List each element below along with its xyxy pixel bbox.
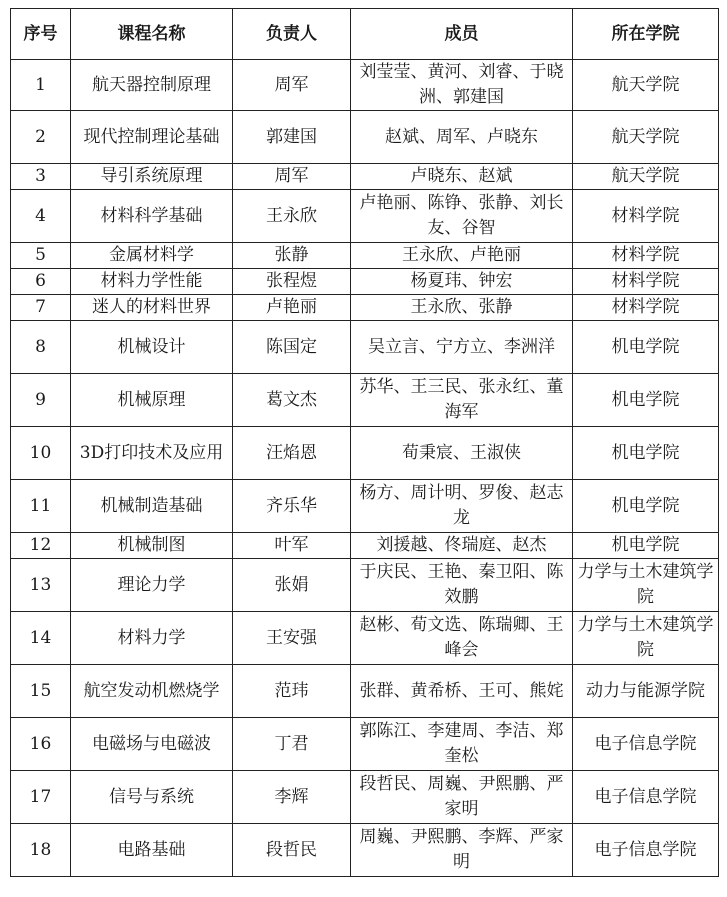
course-name: 信号与系统 [71, 771, 233, 824]
leader: 郭建国 [233, 111, 351, 164]
course-name: 导引系统原理 [71, 164, 233, 190]
row-number: 17 [11, 771, 71, 824]
college: 机电学院 [573, 480, 719, 533]
members: 卢晓东、赵斌 [351, 164, 573, 190]
course-name: 航天器控制原理 [71, 60, 233, 111]
college: 材料学院 [573, 190, 719, 243]
members: 王永欣、张静 [351, 295, 573, 321]
members: 杨方、周计明、罗俊、赵志龙 [351, 480, 573, 533]
leader: 叶军 [233, 533, 351, 559]
leader: 张静 [233, 243, 351, 269]
row-number: 6 [11, 269, 71, 295]
table-row [11, 480, 719, 533]
course-name: 机械制造基础 [71, 480, 233, 533]
header-course-name: 课程名称 [71, 9, 233, 60]
leader: 周军 [233, 164, 351, 190]
course-name: 材料力学 [71, 612, 233, 665]
members: 杨夏玮、钟宏 [351, 269, 573, 295]
table-row [11, 111, 719, 164]
table-row [11, 824, 719, 877]
members: 苏华、王三民、张永红、董海军 [351, 374, 573, 427]
table-row [11, 533, 719, 559]
course-name: 3D打印技术及应用 [71, 427, 233, 480]
row-number: 7 [11, 295, 71, 321]
college: 力学与土木建筑学院 [573, 559, 719, 612]
college: 材料学院 [573, 295, 719, 321]
row-number: 13 [11, 559, 71, 612]
row-number: 4 [11, 190, 71, 243]
row-number: 11 [11, 480, 71, 533]
leader: 王永欣 [233, 190, 351, 243]
college: 机电学院 [573, 427, 719, 480]
members: 郭陈江、李建周、李洁、郑奎松 [351, 718, 573, 771]
course-name: 电磁场与电磁波 [71, 718, 233, 771]
row-number: 12 [11, 533, 71, 559]
college: 力学与土木建筑学院 [573, 612, 719, 665]
course-name: 机械制图 [71, 533, 233, 559]
members: 吴立言、宁方立、李洲洋 [351, 321, 573, 374]
members: 张群、黄希桥、王可、熊姹 [351, 665, 573, 718]
course-name: 迷人的材料世界 [71, 295, 233, 321]
members: 周巍、尹熙鹏、李辉、严家明 [351, 824, 573, 877]
table-row [11, 427, 719, 480]
leader: 范玮 [233, 665, 351, 718]
table-row [11, 269, 719, 295]
leader: 齐乐华 [233, 480, 351, 533]
table-row [11, 612, 719, 665]
course-table [10, 8, 719, 877]
course-name: 机械原理 [71, 374, 233, 427]
row-number: 15 [11, 665, 71, 718]
header-members: 成员 [351, 9, 573, 60]
header-college: 所在学院 [573, 9, 719, 60]
members: 于庆民、王艳、秦卫阳、陈效鹏 [351, 559, 573, 612]
members: 刘莹莹、黄河、刘睿、于晓洲、郭建国 [351, 60, 573, 111]
table-row [11, 374, 719, 427]
table-row [11, 718, 719, 771]
row-number: 14 [11, 612, 71, 665]
college: 航天学院 [573, 164, 719, 190]
members: 荀秉宸、王淑侠 [351, 427, 573, 480]
course-name: 现代控制理论基础 [71, 111, 233, 164]
members: 赵彬、荀文选、陈瑞卿、王峰会 [351, 612, 573, 665]
table-row [11, 164, 719, 190]
college: 材料学院 [573, 269, 719, 295]
college: 机电学院 [573, 374, 719, 427]
leader: 丁君 [233, 718, 351, 771]
row-number: 8 [11, 321, 71, 374]
college: 电子信息学院 [573, 824, 719, 877]
table-row [11, 771, 719, 824]
header-number: 序号 [11, 9, 71, 60]
table-row [11, 665, 719, 718]
members: 王永欣、卢艳丽 [351, 243, 573, 269]
course-name: 金属材料学 [71, 243, 233, 269]
college: 航天学院 [573, 111, 719, 164]
leader: 汪焰恩 [233, 427, 351, 480]
college: 机电学院 [573, 533, 719, 559]
table-row [11, 295, 719, 321]
course-name: 理论力学 [71, 559, 233, 612]
row-number: 9 [11, 374, 71, 427]
course-name: 材料科学基础 [71, 190, 233, 243]
table-row [11, 190, 719, 243]
row-number: 18 [11, 824, 71, 877]
members: 段哲民、周巍、尹熙鹏、严家明 [351, 771, 573, 824]
table-row [11, 321, 719, 374]
header-leader: 负责人 [233, 9, 351, 60]
leader: 李辉 [233, 771, 351, 824]
course-name: 航空发动机燃烧学 [71, 665, 233, 718]
row-number: 2 [11, 111, 71, 164]
leader: 王安强 [233, 612, 351, 665]
row-number: 1 [11, 60, 71, 111]
leader: 葛文杰 [233, 374, 351, 427]
table-row [11, 559, 719, 612]
leader: 张程煜 [233, 269, 351, 295]
leader: 张娟 [233, 559, 351, 612]
college: 电子信息学院 [573, 771, 719, 824]
row-number: 5 [11, 243, 71, 269]
college: 航天学院 [573, 60, 719, 111]
row-number: 3 [11, 164, 71, 190]
row-number: 16 [11, 718, 71, 771]
members: 赵斌、周军、卢晓东 [351, 111, 573, 164]
course-name: 材料力学性能 [71, 269, 233, 295]
header-row [11, 9, 719, 60]
course-name: 机械设计 [71, 321, 233, 374]
row-number: 10 [11, 427, 71, 480]
table-row [11, 60, 719, 111]
members: 卢艳丽、陈铮、张静、刘长友、谷智 [351, 190, 573, 243]
leader: 段哲民 [233, 824, 351, 877]
table-row [11, 243, 719, 269]
college: 电子信息学院 [573, 718, 719, 771]
course-name: 电路基础 [71, 824, 233, 877]
college: 动力与能源学院 [573, 665, 719, 718]
college: 机电学院 [573, 321, 719, 374]
members: 刘援越、佟瑞庭、赵杰 [351, 533, 573, 559]
leader: 卢艳丽 [233, 295, 351, 321]
college: 材料学院 [573, 243, 719, 269]
leader: 陈国定 [233, 321, 351, 374]
leader: 周军 [233, 60, 351, 111]
